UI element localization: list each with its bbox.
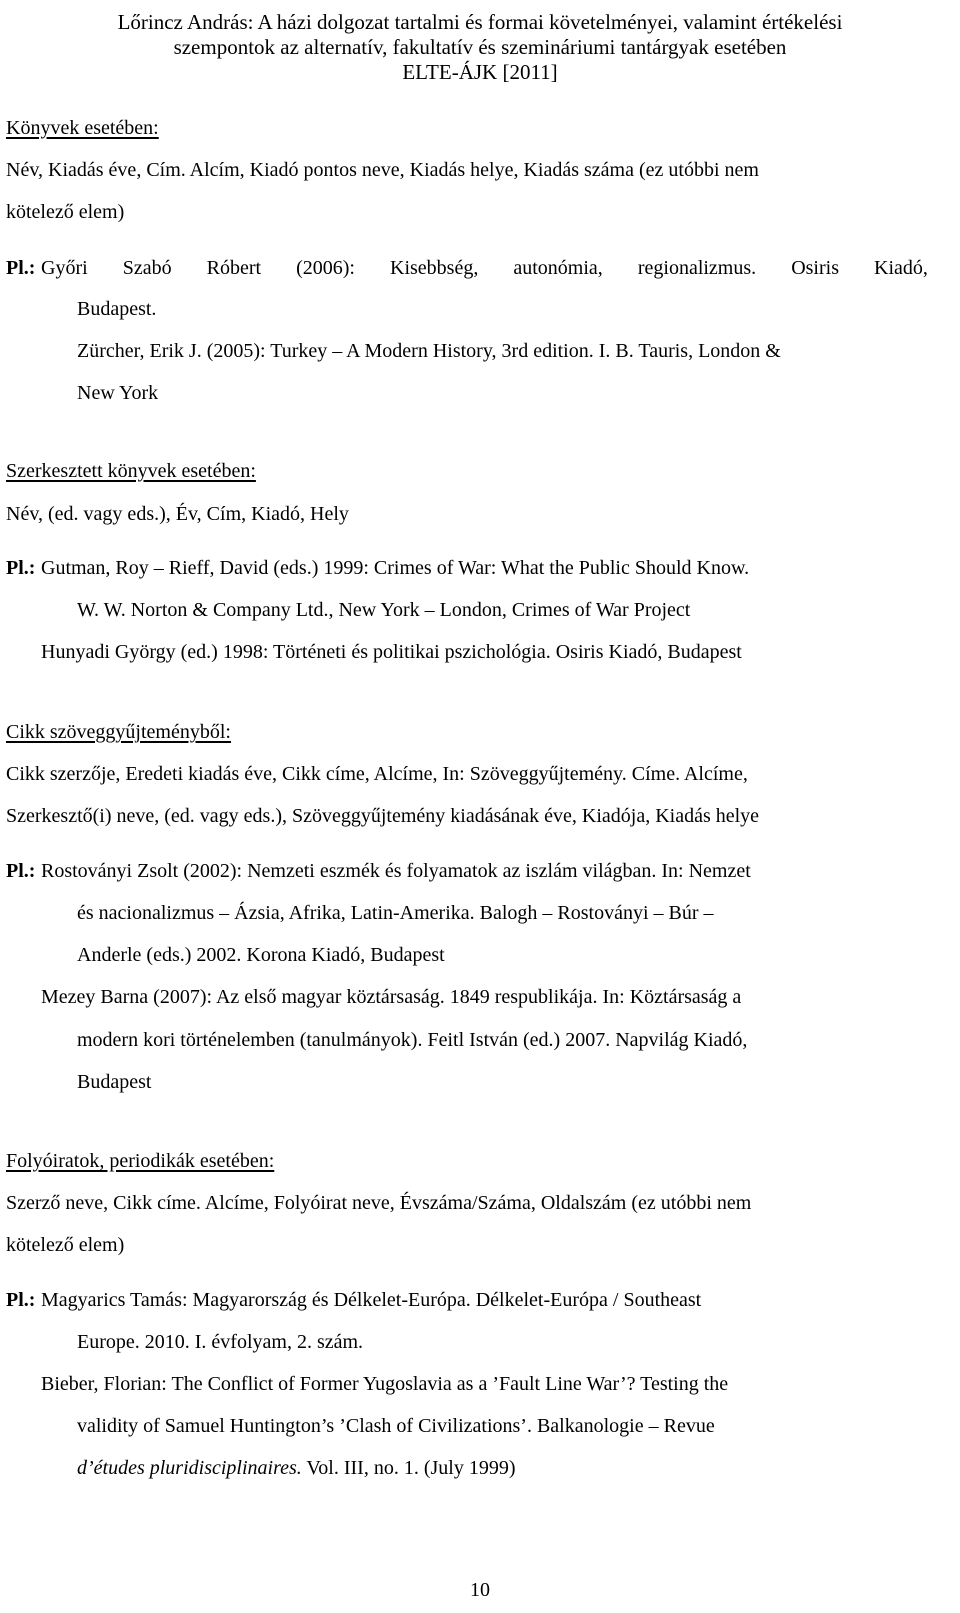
collection-example-1-line-2: és nacionalizmus – Ázsia, Afrika, Latin-Amerika. Balogh – Rostoványi – Búr – — [77, 902, 714, 924]
edited-example-2: Hunyadi György (ed.) 1998: Történeti és politikai pszichológia. Osiris Kiadó, Budapest — [41, 641, 742, 663]
books-format-line-2: kötelező elem) — [6, 201, 125, 223]
periodicals-example-2-line-3 — [77, 1456, 516, 1480]
edited-example-prefix: Pl.: — [6, 557, 36, 579]
collection-heading: Cikk szöveggyűjteményből: — [6, 721, 231, 743]
running-header — [0, 10, 960, 85]
collection-example-2-line-3: Budapest — [77, 1071, 152, 1093]
edited-heading: Szerkesztett könyvek esetében: — [6, 460, 256, 482]
collection-example-2-line-2: modern kori történelemben (tanulmányok). Feitl István (ed.) 2007. Napvilág Kiadó, — [77, 1029, 748, 1051]
header-line-2: szempontok az alternatív, fakultatív és szemináriumi tantárgyak esetében — [173, 35, 787, 59]
books-heading: Könyvek esetében: — [6, 117, 159, 139]
journal-issue: Vol. III, no. 1. (July 1999) — [301, 1457, 516, 1479]
collection-example-prefix: Pl.: — [6, 860, 36, 882]
books-example-prefix: Pl.: — [6, 257, 36, 279]
periodicals-format-line-1: Szerző neve, Cikk címe. Alcíme, Folyóirat neve, Évszáma/Száma, Oldalszám (ez utóbbi nem — [6, 1192, 752, 1214]
books-example-1-line-2: Budapest. — [77, 298, 157, 320]
edited-example-1-line-2: W. W. Norton & Company Ltd., New York – London, Crimes of War Project — [77, 599, 691, 621]
books-example-1-line-1: Győri Szabó Róbert (2006): Kisebbség, autonómia, regionalizmus. Osiris Kiadó, — [41, 257, 928, 279]
periodicals-example-prefix: Pl.: — [6, 1289, 36, 1311]
periodicals-format-line-2: kötelező elem) — [6, 1234, 125, 1256]
periodicals-example-1-line-2: Europe. 2010. I. évfolyam, 2. szám. — [77, 1331, 364, 1353]
page-number: 10 — [470, 1579, 490, 1601]
collection-format-line-2: Szerkesztő(i) neve, (ed. vagy eds.), Szöveggyűjtemény kiadásának éve, Kiadója, Kiadás helye — [6, 805, 760, 827]
books-example-2-line-1: Zürcher, Erik J. (2005): Turkey – A Modern History, 3rd edition. I. B. Tauris, London & — [77, 340, 781, 362]
books-format-line-1: Név, Kiadás éve, Cím. Alcím, Kiadó pontos neve, Kiadás helye, Kiadás száma (ez utóbbi nem — [6, 159, 759, 181]
edited-format: Név, (ed. vagy eds.), Év, Cím, Kiadó, Hely — [6, 503, 349, 525]
collection-example-1-line-1: Rostoványi Zsolt (2002): Nemzeti eszmék és folyamatok az iszlám világban. In: Nemzet — [41, 860, 751, 882]
header-line-1: Lőrincz András: A házi dolgozat tartalmi és formai követelményei, valamint értékelési — [117, 10, 843, 34]
collection-format-line-1: Cikk szerzője, Eredeti kiadás éve, Cikk címe, Alcíme, In: Szöveggyűjtemény. Címe. Alcíme, — [6, 763, 748, 785]
periodicals-example-1-line-1: Magyarics Tamás: Magyarország és Délkelet-Európa. Délkelet-Európa / Southeast — [41, 1289, 702, 1311]
periodicals-heading: Folyóiratok, periodikák esetében: — [6, 1150, 275, 1172]
collection-example-1-line-3: Anderle (eds.) 2002. Korona Kiadó, Budapest — [77, 944, 445, 966]
books-example-2-line-2: New York — [77, 382, 159, 404]
periodicals-example-2-line-1: Bieber, Florian: The Conflict of Former Yugoslavia as a ’Fault Line War’? Testing the — [41, 1373, 729, 1395]
edited-example-1-line-1: Gutman, Roy – Rieff, David (eds.) 1999: Crimes of War: What the Public Should Know. — [41, 557, 750, 579]
collection-example-2-line-1: Mezey Barna (2007): Az első magyar köztársaság. 1849 respublikája. In: Köztársaság a — [41, 986, 742, 1008]
header-line-3: ELTE-ÁJK [2011] — [402, 60, 558, 84]
periodicals-example-2-line-2: validity of Samuel Huntington’s ’Clash of Civilizations’. Balkanologie – Revue — [77, 1415, 715, 1437]
journal-title: d’études pluridisciplinaires. — [77, 1457, 302, 1479]
